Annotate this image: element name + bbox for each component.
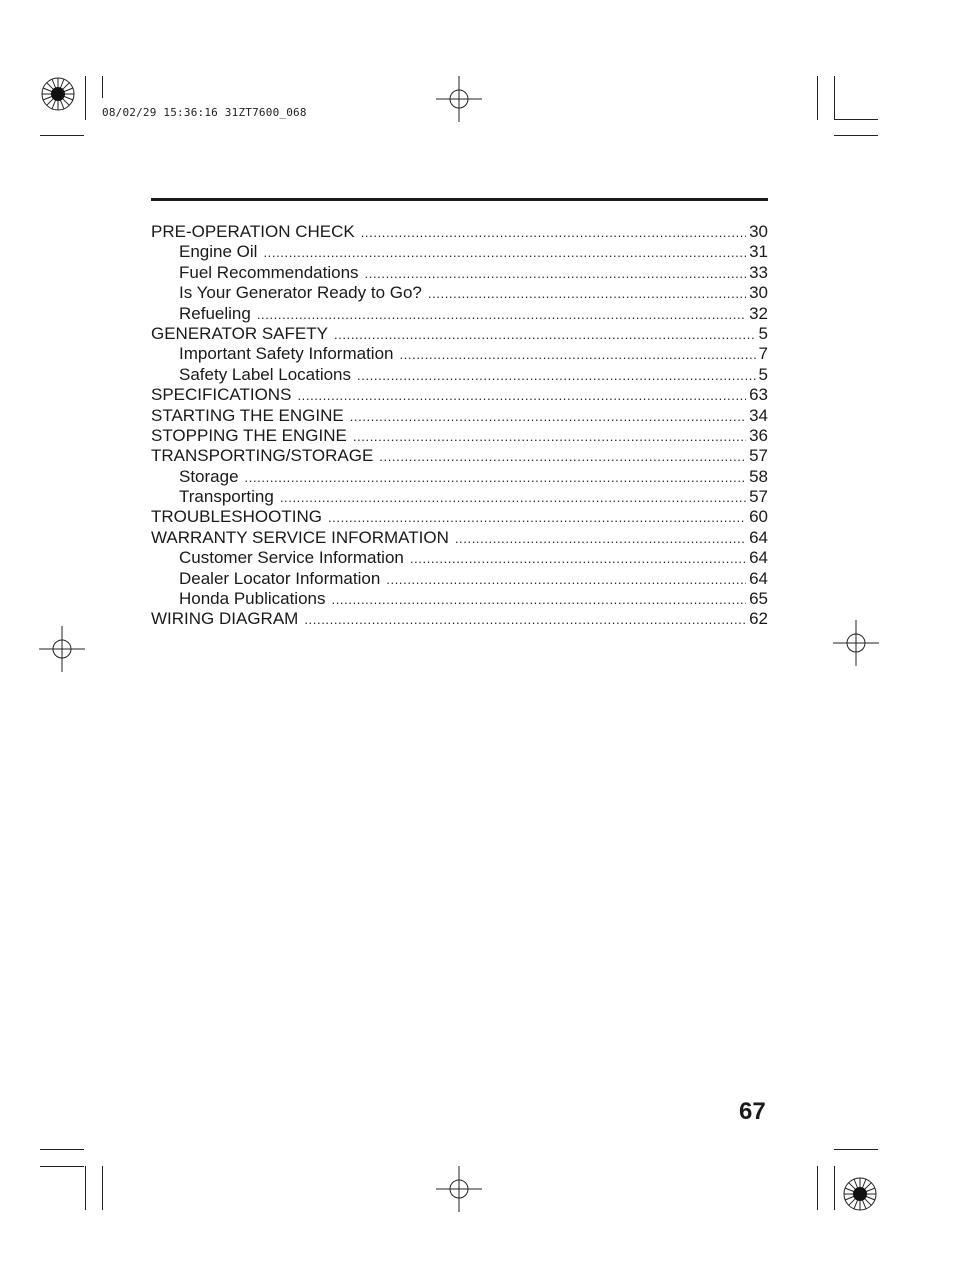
toc-entry-title: Dealer Locator Information	[179, 568, 381, 588]
toc-entry	[151, 385, 768, 405]
toc-entry-page: 57	[749, 446, 768, 466]
toc-entry-title: WIRING DIAGRAM	[151, 609, 299, 629]
toc-entry	[151, 242, 768, 262]
dot-leader	[410, 549, 746, 569]
toc-entry-title: STARTING THE ENGINE	[151, 405, 344, 425]
dot-leader	[379, 447, 746, 467]
toc-entry-title: Customer Service Information	[179, 548, 404, 568]
crop-mark	[40, 135, 84, 136]
toc-entry	[151, 324, 768, 344]
toc-entry	[151, 569, 768, 589]
dot-leader	[350, 407, 746, 427]
dot-leader	[400, 345, 756, 365]
header-rule	[151, 198, 768, 201]
toc-entry-page: 64	[749, 568, 768, 588]
dot-leader	[386, 570, 746, 590]
toc-entry-title: GENERATOR SAFETY	[151, 323, 328, 343]
dot-leader	[328, 508, 746, 528]
crop-mark	[834, 135, 878, 136]
toc-entry-page: 64	[749, 527, 768, 547]
registration-target-icon	[842, 1176, 878, 1212]
crop-mark	[834, 119, 878, 120]
dot-leader	[365, 264, 747, 284]
crop-mark	[85, 1166, 86, 1210]
toc-entry	[151, 304, 768, 324]
toc-entry-page: 57	[749, 487, 768, 507]
page-number: 67	[739, 1098, 766, 1125]
toc-entry	[151, 609, 768, 629]
toc-entry-page: 58	[749, 466, 768, 486]
toc-entry-title: Important Safety Information	[179, 344, 394, 364]
toc-entry-page: 5	[758, 323, 768, 343]
toc-entry	[151, 467, 768, 487]
crosshair-icon	[436, 76, 482, 122]
toc-entry-title: Honda Publications	[179, 589, 326, 609]
toc-entry	[151, 528, 768, 548]
dot-leader	[257, 305, 746, 325]
toc-entry	[151, 344, 768, 364]
toc-entry	[151, 589, 768, 609]
toc-entry-title: Engine Oil	[179, 242, 258, 262]
dot-leader	[263, 243, 746, 263]
crop-mark	[40, 1166, 84, 1167]
toc-entry-title: Is Your Generator Ready to Go?	[179, 283, 422, 303]
dot-leader	[353, 427, 746, 447]
toc-entry	[151, 222, 768, 242]
toc-entry-page: 60	[749, 507, 768, 527]
toc-entry-title: TROUBLESHOOTING	[151, 507, 322, 527]
toc-entry	[151, 263, 768, 283]
crosshair-icon	[436, 1166, 482, 1212]
toc-entry-page: 62	[749, 609, 768, 629]
toc-entry-page: 31	[749, 242, 768, 262]
crop-mark	[85, 76, 86, 120]
toc-entry-page: 36	[749, 425, 768, 445]
dot-leader	[331, 590, 746, 610]
dot-leader	[334, 325, 756, 345]
toc-entry-page: 32	[749, 303, 768, 323]
crop-mark	[834, 1166, 835, 1210]
dot-leader	[304, 610, 746, 630]
crop-mark	[834, 76, 835, 120]
toc-entry	[151, 406, 768, 426]
toc-entry	[151, 426, 768, 446]
toc-entry-title: Fuel Recommendations	[179, 262, 359, 282]
crosshair-icon	[833, 620, 879, 666]
toc-entry-title: Refueling	[179, 303, 251, 323]
toc-entry-title: TRANSPORTING/STORAGE	[151, 446, 374, 466]
toc-entry	[151, 548, 768, 568]
dot-leader	[455, 529, 746, 549]
toc-entry-title: STOPPING THE ENGINE	[151, 425, 347, 445]
registration-target-icon	[40, 76, 76, 112]
toc-entry	[151, 446, 768, 466]
toc-entry-title: Safety Label Locations	[179, 364, 352, 384]
dot-leader	[361, 223, 746, 243]
toc-entry-title: WARRANTY SERVICE INFORMATION	[151, 527, 449, 547]
toc-entry	[151, 283, 768, 303]
toc-entry-title: Transporting	[179, 487, 274, 507]
crop-mark	[817, 1166, 818, 1210]
toc-entry-page: 30	[749, 283, 768, 303]
toc-entry-page: 30	[749, 222, 768, 241]
toc-entry	[151, 365, 768, 385]
toc-entry-page: 33	[749, 262, 768, 282]
dot-leader	[297, 386, 746, 406]
dot-leader	[245, 468, 747, 488]
toc-entry-title: Storage	[179, 466, 239, 486]
toc-entry-page: 63	[749, 385, 768, 405]
dot-leader	[428, 284, 746, 304]
toc-entry-title: SPECIFICATIONS	[151, 385, 292, 405]
toc-entry-page: 7	[758, 344, 768, 364]
toc-entry-page: 5	[758, 364, 768, 384]
toc-entry-page: 34	[749, 405, 768, 425]
crop-mark	[102, 76, 103, 98]
crop-mark	[817, 76, 818, 120]
crop-mark	[834, 1149, 878, 1150]
toc-entry-title: PRE-OPERATION CHECK	[151, 222, 355, 241]
crop-mark	[40, 1149, 84, 1150]
print-info: 08/02/29 15:36:16 31ZT7600_068	[102, 106, 307, 119]
dot-leader	[280, 488, 746, 508]
toc-entry	[151, 487, 768, 507]
toc-entry-page: 65	[749, 589, 768, 609]
crosshair-icon	[39, 626, 85, 672]
crop-mark	[102, 1166, 103, 1210]
dot-leader	[357, 366, 756, 386]
table-of-contents	[151, 222, 768, 630]
toc-entry-page: 64	[749, 548, 768, 568]
toc-entry	[151, 507, 768, 527]
